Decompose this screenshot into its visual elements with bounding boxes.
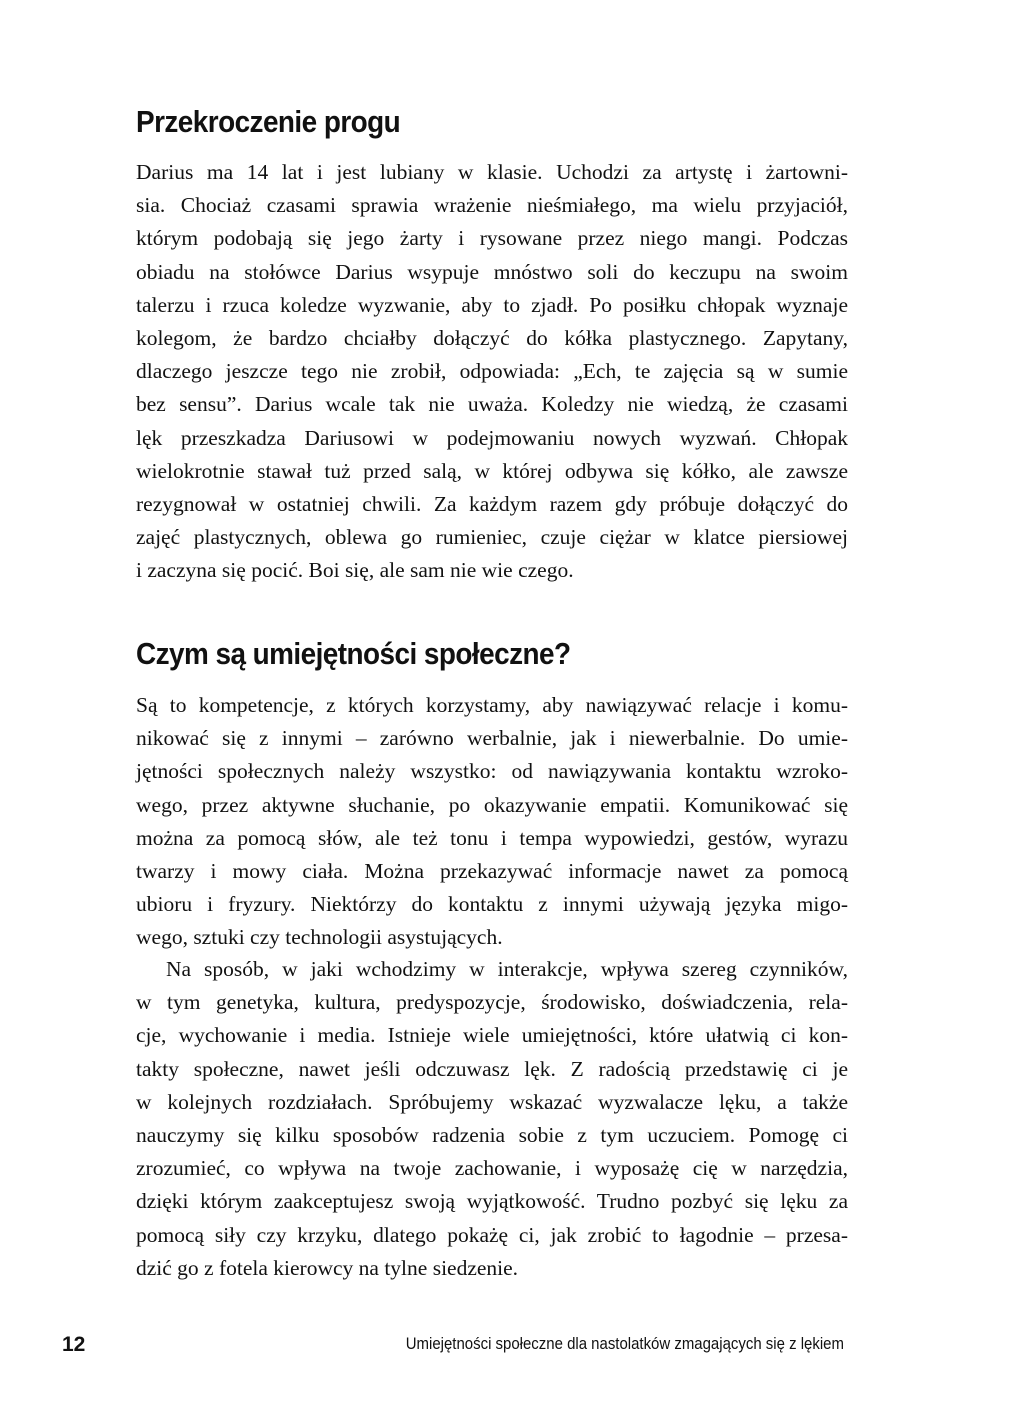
text-line: nauczymy się kilku sposobów radzenia sobie z tym uczuciem. Pomogę ci	[136, 1122, 848, 1147]
text-line: bez sensu”. Darius wcale tak nie uważa. Koledzy nie wiedzą, że czasami	[136, 392, 848, 417]
text-line: rezygnował w ostatniej chwili. Za każdym razem gdy próbuje dołączyć do	[136, 491, 848, 516]
text-line: talerzu i rzuca koledze wyzwanie, aby to zjadł. Po posiłku chłopak wyznaje	[136, 292, 848, 317]
text-line: wego, przez aktywne słuchanie, po okazywanie empatii. Komunikować się	[136, 792, 848, 817]
section-heading-social-skills: Czym są umiejętności społeczne?	[136, 636, 571, 671]
running-footer-title: Umiejętności społeczne dla nastolatków zmagających się z lękiem	[405, 1334, 844, 1353]
paragraph-darius-story	[136, 156, 848, 587]
text-line: nikować się z innymi – zarówno werbalnie, jak i niewerbalnie. Do umie-	[136, 726, 848, 751]
text-line: którym podobają się jego żarty i rysowane przez niego mangi. Podczas	[136, 226, 848, 251]
text-line: Na sposób, w jaki wchodzimy w interakcje, wpływa szereg czynników,	[166, 957, 848, 981]
paragraph-social-skills-definition	[136, 689, 848, 955]
text-line: takty społeczne, nawet jeśli odczuwasz lęk. Z radością przedstawię ci je	[136, 1056, 848, 1081]
text-line: zajęć plastycznych, oblewa go rumieniec, czuje ciężar w klatce piersiowej	[136, 525, 848, 550]
text-line: twarzy i mowy ciała. Można przekazywać informacje nawet za pomocą	[136, 858, 848, 883]
text-line: można za pomocą słów, ale też tonu i tempa wypowiedzi, gestów, wyrazu	[136, 825, 848, 850]
text-line: wego, sztuki czy technologii asystujących.	[136, 925, 503, 950]
text-line: cje, wychowanie i media. Istnieje wiele umiejętności, które ułatwią ci kon-	[136, 1023, 848, 1048]
text-line: dzięki którym zaakceptujesz swoją wyjątkowość. Trudno pozbyć się lęku za	[136, 1189, 848, 1214]
text-line: jętności społecznych należy wszystko: od nawiązywania kontaktu wzroko-	[136, 759, 848, 784]
text-line: Darius ma 14 lat i jest lubiany w klasie. Uchodzi za artystę i żartowni-	[136, 160, 848, 184]
text-line: dzić go z fotela kierowcy na tylne siedzenie.	[136, 1255, 519, 1280]
text-line: dlaczego jeszcze tego nie zrobił, odpowiada: „Ech, te zajęcia są w sumie	[136, 359, 848, 384]
text-line: ubioru i fryzury. Niektórzy do kontaktu z innymi używają języka migo-	[136, 892, 848, 917]
text-line: zrozumieć, co wpływa na twoje zachowanie, i wyposażę cię w narzędzia,	[136, 1156, 848, 1181]
text-line: kolegom, że bardzo chciałby dołączyć do kółka plastycznego. Zapytany,	[136, 325, 848, 350]
paragraph-interaction-factors	[136, 953, 848, 1285]
text-line: w kolejnych rozdziałach. Spróbujemy wskazać wyzwalacze lęku, a także	[136, 1089, 848, 1114]
text-line: lęk przeszkadza Dariusowi w podejmowaniu nowych wyzwań. Chłopak	[136, 425, 848, 450]
text-line: w tym genetyka, kultura, predyspozycje, środowisko, doświadczenia, rela-	[136, 990, 848, 1015]
page-number: 12	[62, 1333, 86, 1356]
text-line: wielokrotnie stawał tuż przed salą, w której odbywa się kółko, ale zawsze	[136, 458, 848, 483]
text-line: obiadu na stołówce Darius wsypuje mnóstwo soli do keczupu na swoim	[136, 259, 848, 284]
text-line: i zaczyna się pocić. Boi się, ale sam nie wie czego.	[136, 558, 574, 583]
section-heading-przekroczenie-progu: Przekroczenie progu	[136, 104, 401, 139]
text-line: sia. Chociaż czasami sprawia wrażenie nieśmiałego, ma wielu przyjaciół,	[136, 193, 848, 218]
text-line: Są to kompetencje, z których korzystamy, aby nawiązywać relacje i komu-	[136, 693, 848, 717]
text-line: pomocą siły czy krzyku, dlatego pokażę ci, jak zrobić to łagodnie – przesa-	[136, 1222, 848, 1247]
